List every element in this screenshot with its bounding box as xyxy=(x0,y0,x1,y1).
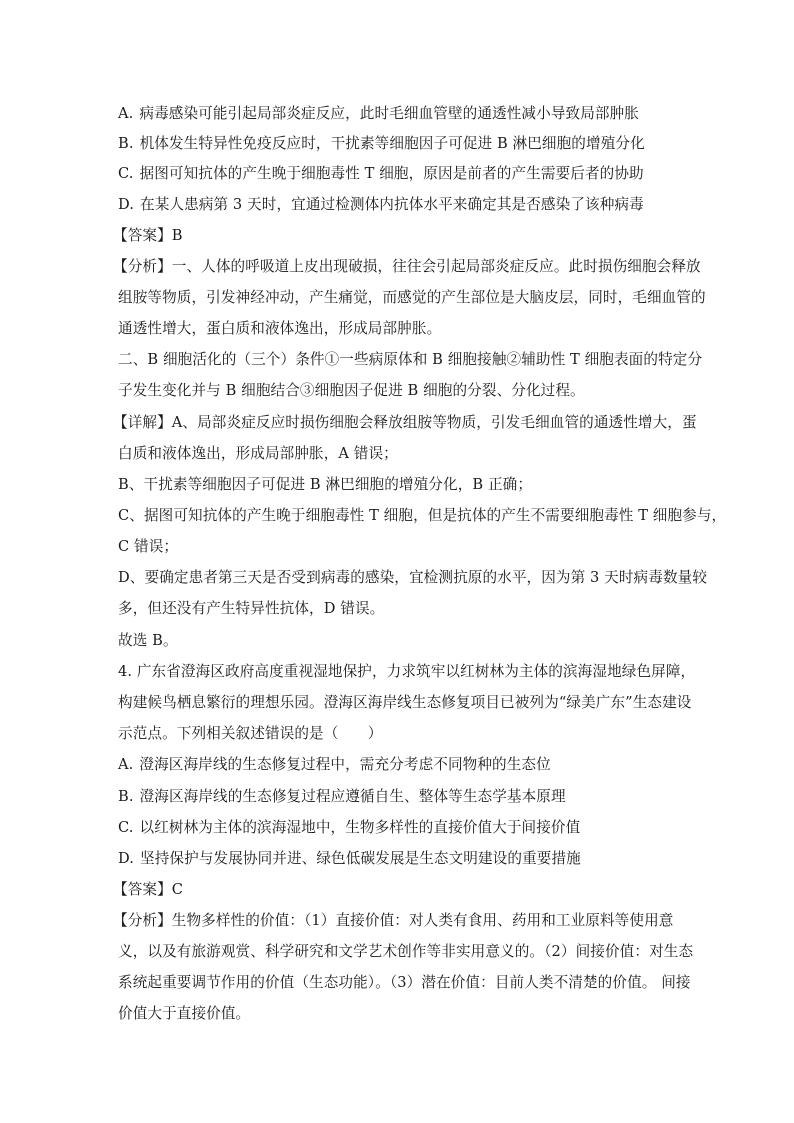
q3-analysis-line: 二、B 细胞活化的（三个）条件①一些病原体和 B 细胞接触②辅助性 T 细胞表面的特定分 xyxy=(118,351,703,368)
q3-detail-line: D、要确定患者第三天是否受到病毒的感染，宜检测抗原的水平，因为第 3 天时病毒数量较 xyxy=(118,569,708,586)
q3-option-b xyxy=(118,134,645,154)
q3-analysis-line: 子发生变化并与 B 细胞结合③细胞因子促进 B 细胞的分裂、分化过程。 xyxy=(118,382,585,399)
q4-option-c xyxy=(118,818,580,838)
q3-option-a xyxy=(118,104,639,124)
q4-analysis-line: 【分析】生物多样性的价值：（1）直接价值：对人类有食用、药用和工业原料等使用意 xyxy=(113,912,674,929)
q4-analysis-line: 义，以及有旅游观赏、科学研究和文学艺术创作等非实用意义的。（2）间接价值：对生态 xyxy=(118,943,694,960)
q4-stem-line: 示范点。下列相关叙述错误的是（ ） xyxy=(118,725,383,742)
q3-analysis-line: 通透性增大，蛋白质和液体逸出，形成局部肿胀。 xyxy=(118,320,442,337)
option-text: 机体发生特异性免疫反应时，干扰素等细胞因子可促进 B 淋巴细胞的增殖分化 xyxy=(139,135,645,152)
q3-detail-line: B、干扰素等细胞因子可促进 B 淋巴细胞的增殖分化，B 正确； xyxy=(118,476,533,493)
option-letter: A. xyxy=(118,756,134,773)
q3-option-c xyxy=(118,164,644,184)
q4-analysis-line: 系统起重要调节作用的价值（生态功能）。（3）潜在价值：目前人类不清楚的价值。 间接 xyxy=(118,974,691,991)
q3-detail-line: 白质和液体逸出，形成局部肿胀，A 错误； xyxy=(118,445,398,462)
q3-detail-line: 【详解】A、局部炎症反应时损伤细胞会释放组胺等物质，引发毛细血管的通透性增大，蛋 xyxy=(113,414,697,431)
q3-option-d xyxy=(118,195,644,215)
option-letter: A. xyxy=(118,105,134,122)
option-text: 以红树林为主体的滨海湿地中，生物多样性的直接价值大于间接价值 xyxy=(139,819,581,836)
option-text: 据图可知抗体的产生晚于细胞毒性 T 细胞，原因是前者的产生需要后者的协助 xyxy=(139,165,644,182)
q3-detail-line: C 错误； xyxy=(118,538,179,555)
q4-stem-line: 构建候鸟栖息繁衍的理想乐园。澄海区海岸线生态修复项目已被列为“绿美广东”生态建设 xyxy=(118,694,692,711)
option-text: 坚持保护与发展协同并进、绿色低碳发展是生态文明建设的重要措施 xyxy=(140,850,581,867)
q4-answer: 【答案】C xyxy=(113,881,184,898)
option-letter: C. xyxy=(118,165,134,182)
q3-detail-line: 多，但还没有产生特异性抗体，D 错误。 xyxy=(118,600,385,617)
q4-option-a xyxy=(118,755,551,775)
option-text: 病毒感染可能引起局部炎症反应，此时毛细血管壁的通透性减小导致局部肿胀 xyxy=(139,105,639,122)
q3-analysis-line: 【分析】一、人体的呼吸道上皮出现破损，往往会引起局部炎症反应。此时损伤细胞会释放 xyxy=(113,258,701,275)
q3-conclusion: 故选 B。 xyxy=(118,632,178,649)
option-letter: B. xyxy=(118,788,134,805)
q4-stem-line: 4. 广东省澄海区政府高度重视湿地保护，力求筑牢以红树林为主体的滨海湿地绿色屏障， xyxy=(118,663,696,680)
option-letter: C. xyxy=(118,819,134,836)
option-text: 澄海区海岸线的生态修复过程应遵循自生、整体等生态学基本原理 xyxy=(139,788,566,805)
q4-option-b xyxy=(118,787,566,807)
option-letter: D. xyxy=(118,196,135,213)
option-letter: D. xyxy=(118,850,135,867)
q4-analysis-line: 价值大于直接价值。 xyxy=(118,1005,251,1022)
q3-answer: 【答案】B xyxy=(113,227,183,244)
q3-analysis-line: 组胺等物质，引发神经冲动，产生痛觉，而感觉的产生部位是大脑皮层，同时，毛细血管的 xyxy=(118,289,706,306)
option-letter: B. xyxy=(118,135,134,152)
q3-detail-line: C、据图可知抗体的产生晚于细胞毒性 T 细胞，但是抗体的产生不需要细胞毒性 T 细胞参与， xyxy=(118,507,727,524)
option-text: 在某人患病第 3 天时，宜通过检测体内抗体水平来确定其是否感染了该种病毒 xyxy=(140,196,644,213)
option-text: 澄海区海岸线的生态修复过程中，需充分考虑不同物种的生态位 xyxy=(139,756,551,773)
q4-option-d xyxy=(118,849,581,869)
